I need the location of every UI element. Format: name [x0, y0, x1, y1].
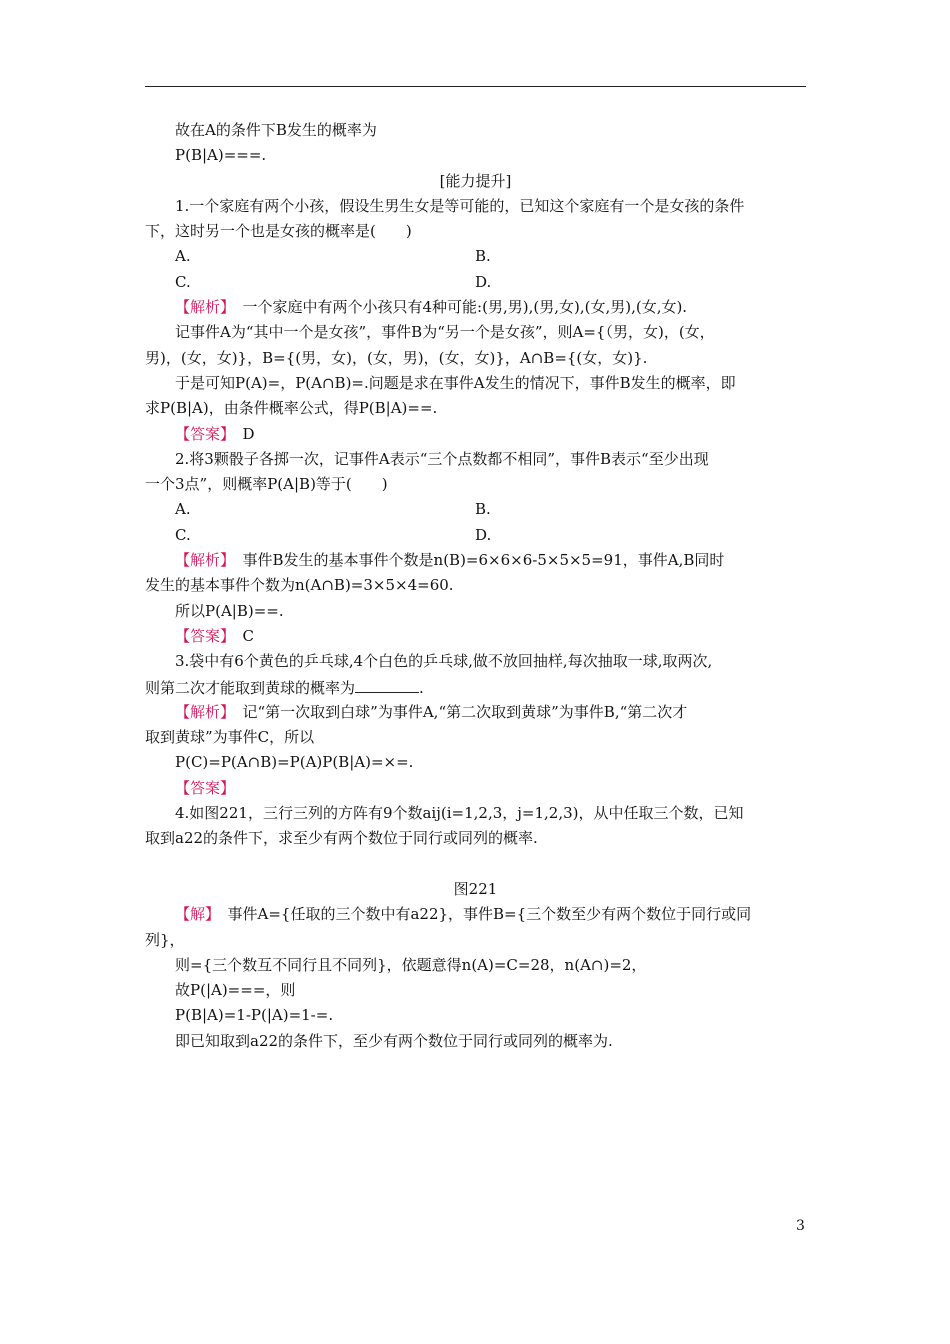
page-number: 3 — [796, 1218, 805, 1234]
question-3-stem — [145, 675, 806, 700]
figure-caption: 图221 — [453, 879, 498, 898]
question-3-text: 则第二次才能取到黄球的概率为 — [145, 678, 356, 697]
answer-line — [145, 776, 806, 801]
answer-tag: 【答案】 — [175, 424, 228, 443]
section-title: [能力提升] — [439, 171, 512, 190]
analysis-line — [145, 548, 806, 573]
analysis-tag: 【解析】 — [175, 298, 228, 317]
question-3-stem: 3.袋中有6个黄色的乒乓球,4个白色的乒乓球,做不放回抽样,每次抽取一球,取两次, — [175, 652, 713, 671]
question-2-options — [145, 497, 806, 522]
answer-tag: 【答案】 — [175, 626, 228, 645]
analysis-line: 取到黄球”为事件C，所以 — [145, 728, 315, 747]
option-a: A. — [175, 247, 191, 266]
answer-tag: 【答案】 — [175, 778, 236, 797]
option-b: B. — [475, 247, 491, 266]
solution-tag: 【解】 — [175, 905, 213, 924]
option-b: B. — [475, 500, 491, 519]
answer-text: D — [227, 424, 255, 443]
analysis-text: 事件B发生的基本事件个数是n(B)=6×6×6-5×5×5=91，事件A,B同时 — [227, 551, 725, 570]
question-1-stem: 1.一个家庭有两个小孩，假设生男生女是等可能的，已知这个家庭有一个是女孩的条件 — [175, 196, 745, 215]
solution-text: 事件A={任取的三个数中有a22}，事件B={三个数至少有两个数位于同行或同 — [212, 905, 752, 924]
answer-blank — [355, 675, 419, 693]
page-content — [145, 118, 806, 1054]
text-line: 故在A的条件下B发生的概率为 — [175, 121, 377, 139]
answer-line — [145, 422, 806, 447]
header-rule — [145, 86, 806, 87]
solution-line: 列}， — [145, 930, 185, 949]
solution-line: 故P(|A)===，则 — [175, 981, 296, 1000]
question-2-stem: 2.将3颗骰子各掷一次，记事件A表示“三个点数都不相同”，事件B表示“至少出现 — [175, 449, 709, 468]
question-1-options — [145, 270, 806, 295]
text-line: P(B|A)===. — [175, 146, 267, 165]
analysis-text: 记“第一次取到白球”为事件A,“第二次取到黄球”为事件B,“第二次才 — [227, 702, 688, 721]
option-d: D. — [475, 272, 492, 291]
analysis-line: 所以P(A|B)==. — [175, 601, 284, 620]
analysis-line: 发生的基本事件个数为n(A∩B)=3×5×4=60. — [145, 576, 454, 595]
analysis-line — [145, 700, 806, 725]
question-2-options — [145, 523, 806, 548]
option-d: D. — [475, 525, 492, 544]
question-2-stem: 一个3点”，则概率P(A|B)等于( ) — [145, 475, 388, 494]
solution-line: 则={三个数互不同行且不同列}，依题意得n(A)=C=28，n(A∩)=2， — [175, 955, 647, 974]
question-1-stem: 下，这时另一个也是女孩的概率是( ) — [145, 222, 412, 241]
option-c: C. — [175, 272, 191, 291]
solution-line: P(B|A)=1-P(|A)=1-=. — [175, 1006, 334, 1025]
analysis-line: 记事件A为“其中一个是女孩”，事件B为“另一个是女孩”，则A={（男，女)，(女， — [175, 323, 715, 342]
analysis-line: 求P(B|A)，由条件概率公式，得P(B|A)==. — [145, 399, 438, 418]
analysis-line: P(C)=P(A∩B)=P(A)P(B|A)=×=. — [175, 753, 414, 772]
solution-line — [145, 902, 806, 927]
analysis-line: 于是可知P(A)=，P(A∩B)=.问题是求在事件A发生的情况下，事件B发生的概率，即 — [175, 373, 736, 392]
analysis-tag: 【解析】 — [175, 702, 228, 721]
question-1-options — [145, 244, 806, 269]
question-3-end: . — [419, 678, 424, 697]
answer-line — [145, 624, 806, 649]
question-4-stem: 4.如图221，三行三列的方阵有9个数aij(i=1,2,3，j=1,2,3)，从中任取三个数，已知 — [175, 804, 744, 823]
figure-space — [145, 852, 806, 877]
analysis-text: 一个家庭中有两个小孩只有4种可能:(男,男),(男,女),(女,男),(女,女). — [227, 298, 688, 317]
analysis-tag: 【解析】 — [175, 551, 228, 570]
analysis-line: 男)，(女，女)}，B={(男，女)，(女，男)，(女，女)}，A∩B={(女，女)}. — [145, 348, 648, 367]
solution-line: 即已知取到a22的条件下，至少有两个数位于同行或同列的概率为. — [175, 1031, 613, 1050]
answer-text: C — [227, 626, 254, 645]
option-c: C. — [175, 525, 191, 544]
question-4-stem: 取到a22的条件下，求至少有两个数位于同行或同列的概率. — [145, 829, 538, 848]
analysis-line — [145, 295, 806, 320]
option-a: A. — [175, 500, 191, 519]
